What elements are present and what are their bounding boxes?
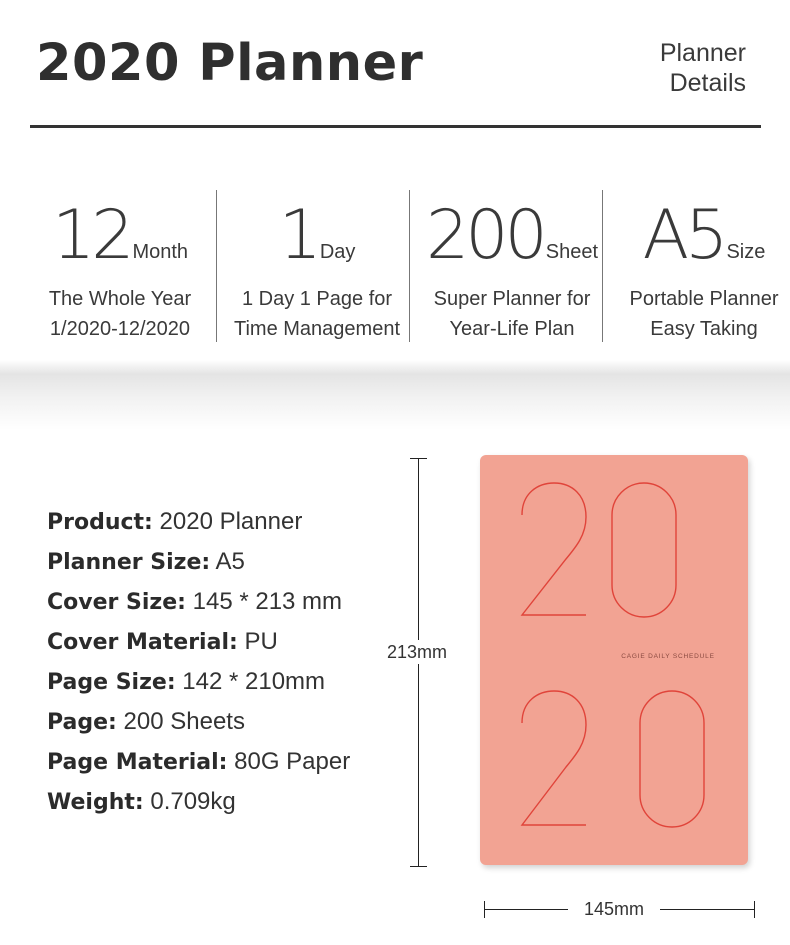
spec-value: 80G Paper — [234, 748, 351, 775]
spec-weight — [47, 782, 350, 822]
stat-desc-line1: The Whole Year — [48, 288, 192, 310]
stat-description — [219, 284, 415, 344]
stat-desc-line2: Time Management — [234, 318, 400, 340]
stat-unit: Month — [132, 241, 189, 263]
height-dimension-cap-bottom — [410, 866, 427, 867]
spec-label: Planner Size: — [47, 550, 211, 575]
spec-page — [47, 702, 350, 742]
stat-size — [606, 190, 790, 342]
planner-cover-art — [480, 455, 748, 865]
stat-desc-line2: 1/2020-12/2020 — [49, 318, 191, 340]
section-shadow — [0, 360, 790, 430]
page-title: 2020 Planner — [36, 34, 424, 93]
spec-label: Page Material: — [47, 750, 228, 775]
spec-label: Page: — [47, 710, 117, 735]
stat-big — [219, 196, 415, 275]
stat-big — [606, 196, 790, 275]
spec-cover-material — [47, 622, 350, 662]
stats-row — [22, 190, 790, 342]
stat-description — [414, 284, 610, 344]
stat-months — [22, 190, 218, 342]
stat-unit: Sheet — [545, 241, 599, 263]
stat-divider — [409, 190, 410, 342]
stat-desc-line2: Easy Taking — [650, 318, 758, 340]
cover-digit-two-top — [522, 483, 586, 615]
spec-value: 2020 Planner — [159, 508, 303, 535]
spec-label: Weight: — [47, 790, 144, 815]
stat-description — [606, 284, 790, 344]
stat-divider — [216, 190, 217, 342]
spec-cover-size — [47, 582, 350, 622]
spec-label: Page Size: — [47, 670, 176, 695]
header-divider — [30, 125, 761, 128]
spec-value: 142 * 210mm — [182, 668, 326, 695]
spec-label: Cover Size: — [47, 590, 186, 615]
spec-value: 145 * 213 mm — [192, 588, 343, 615]
spec-planner-size — [47, 542, 350, 582]
subtitle-line2: Details — [669, 69, 746, 97]
page-subtitle — [626, 38, 746, 98]
width-dimension-label: 145mm — [568, 897, 660, 921]
cover-digit-zero-top — [612, 483, 676, 617]
width-dimension-cap-right — [754, 901, 755, 918]
width-dimension-cap-left — [484, 901, 485, 918]
spec-label: Cover Material: — [47, 630, 238, 655]
cover-digit-zero-bottom — [640, 691, 704, 827]
spec-value: 0.709kg — [150, 788, 236, 815]
stat-sheets — [414, 190, 610, 342]
stat-desc-line2: Year-Life Plan — [449, 318, 575, 340]
stat-number: 12 — [51, 196, 131, 275]
spec-label: Product: — [47, 510, 153, 535]
spec-value: A5 — [215, 548, 245, 575]
subtitle-line1: Planner — [659, 39, 746, 67]
stat-divider — [602, 190, 603, 342]
stat-desc-line1: 1 Day 1 Page for — [241, 288, 393, 310]
stat-desc-line1: Portable Planner — [629, 288, 779, 310]
stat-description — [22, 284, 218, 344]
stat-big — [22, 196, 218, 275]
height-dimension-cap-top — [410, 458, 427, 459]
planner-product-image — [480, 455, 748, 865]
stat-unit: Day — [319, 241, 356, 263]
spec-list — [47, 502, 350, 822]
stat-big — [414, 196, 610, 275]
stat-days — [219, 190, 415, 342]
cover-digit-two-bottom — [522, 691, 586, 825]
stat-number: 1 — [278, 196, 318, 275]
spec-page-material — [47, 742, 350, 782]
cover-brand-text: CAGIE DAILY SCHEDULE — [621, 653, 715, 660]
spec-value: 200 Sheets — [123, 708, 245, 735]
stat-number: 200 — [425, 196, 544, 275]
stat-number: A5 — [642, 196, 725, 275]
stat-desc-line1: Super Planner for — [433, 288, 591, 310]
spec-product — [47, 502, 350, 542]
spec-page-size — [47, 662, 350, 702]
height-dimension-label: 213mm — [372, 640, 462, 664]
stat-unit: Size — [726, 241, 766, 263]
spec-value: PU — [244, 628, 278, 655]
